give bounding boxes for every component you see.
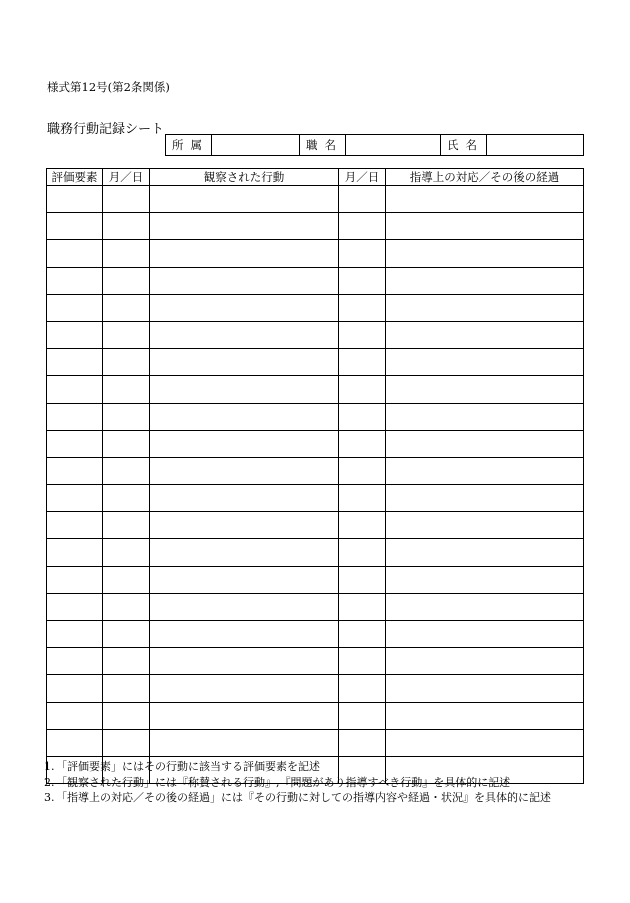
table-row <box>47 512 584 539</box>
date-cell[interactable] <box>103 621 150 648</box>
form-number: 様式第12号(第2条関係) <box>47 80 170 94</box>
guidance-response-cell[interactable] <box>386 267 584 294</box>
date-cell[interactable] <box>103 457 150 484</box>
behavior-record-table <box>46 168 584 784</box>
date-cell-2[interactable] <box>339 267 386 294</box>
observed-behavior-cell[interactable] <box>150 702 339 729</box>
table-row <box>47 621 584 648</box>
employee-info-table <box>165 134 584 156</box>
evaluation-element-cell[interactable] <box>47 485 103 512</box>
header-evaluation-element: 評価要素 <box>47 169 103 186</box>
table-row <box>47 403 584 430</box>
date-cell-2[interactable] <box>339 729 386 756</box>
guidance-response-cell[interactable] <box>386 539 584 566</box>
date-cell-2[interactable] <box>339 593 386 620</box>
table-row <box>47 485 584 512</box>
note-item <box>44 759 589 775</box>
guidance-response-cell[interactable] <box>386 593 584 620</box>
guidance-response-cell[interactable] <box>386 457 584 484</box>
evaluation-element-cell[interactable] <box>47 457 103 484</box>
evaluation-element-cell[interactable] <box>47 294 103 321</box>
evaluation-element-cell[interactable] <box>47 675 103 702</box>
guidance-response-cell[interactable] <box>386 403 584 430</box>
date-cell[interactable] <box>103 240 150 267</box>
date-cell-2[interactable] <box>339 186 386 213</box>
guidance-response-cell[interactable] <box>386 213 584 240</box>
observed-behavior-cell[interactable] <box>150 648 339 675</box>
guidance-response-cell[interactable] <box>386 294 584 321</box>
table-row <box>47 240 584 267</box>
observed-behavior-cell[interactable] <box>150 186 339 213</box>
date-cell-2[interactable] <box>339 485 386 512</box>
name-field[interactable] <box>487 135 584 156</box>
header-date-2: 月／日 <box>339 169 386 186</box>
evaluation-element-cell[interactable] <box>47 403 103 430</box>
observed-behavior-cell[interactable] <box>150 729 339 756</box>
guidance-response-cell[interactable] <box>386 349 584 376</box>
note-item <box>44 775 589 791</box>
evaluation-element-cell[interactable] <box>47 186 103 213</box>
header-guidance-response: 指導上の対応／その後の経過 <box>386 169 584 186</box>
observed-behavior-cell[interactable] <box>150 403 339 430</box>
table-row <box>47 213 584 240</box>
date-cell-2[interactable] <box>339 240 386 267</box>
evaluation-element-cell[interactable] <box>47 240 103 267</box>
date-cell[interactable] <box>103 485 150 512</box>
guidance-response-cell[interactable] <box>386 376 584 403</box>
observed-behavior-cell[interactable] <box>150 294 339 321</box>
table-row <box>47 566 584 593</box>
date-cell-2[interactable] <box>339 349 386 376</box>
date-cell[interactable] <box>103 566 150 593</box>
note-number: 1. <box>44 760 55 773</box>
guidance-response-cell[interactable] <box>386 430 584 457</box>
date-cell[interactable] <box>103 403 150 430</box>
date-cell-2[interactable] <box>339 213 386 240</box>
date-cell-2[interactable] <box>339 675 386 702</box>
table-row <box>47 376 584 403</box>
date-cell[interactable] <box>103 593 150 620</box>
table-row <box>47 349 584 376</box>
observed-behavior-cell[interactable] <box>150 213 339 240</box>
table-row <box>47 294 584 321</box>
table-row <box>47 648 584 675</box>
evaluation-element-cell[interactable] <box>47 648 103 675</box>
observed-behavior-cell[interactable] <box>150 267 339 294</box>
table-row <box>47 186 584 213</box>
evaluation-element-cell[interactable] <box>47 729 103 756</box>
guidance-response-cell[interactable] <box>386 729 584 756</box>
date-cell-2[interactable] <box>339 702 386 729</box>
date-cell[interactable] <box>103 539 150 566</box>
guidance-response-cell[interactable] <box>386 321 584 348</box>
observed-behavior-cell[interactable] <box>150 593 339 620</box>
notes <box>44 759 589 806</box>
note-number: 3. <box>44 791 55 804</box>
date-cell-2[interactable] <box>339 294 386 321</box>
observed-behavior-cell[interactable] <box>150 485 339 512</box>
evaluation-element-cell[interactable] <box>47 321 103 348</box>
date-cell[interactable] <box>103 648 150 675</box>
date-cell[interactable] <box>103 675 150 702</box>
note-text: 「観察された行動」には『称賛される行動』,『問題があり指導すべき行動』を具体的に記述 <box>56 775 511 789</box>
date-cell-2[interactable] <box>339 376 386 403</box>
guidance-response-cell[interactable] <box>386 240 584 267</box>
table-row <box>47 539 584 566</box>
date-cell[interactable] <box>103 213 150 240</box>
date-cell-2[interactable] <box>339 566 386 593</box>
observed-behavior-cell[interactable] <box>150 376 339 403</box>
position-label: 職名 <box>300 135 346 156</box>
observed-behavior-cell[interactable] <box>150 240 339 267</box>
header-observed-behavior: 観察された行動 <box>150 169 339 186</box>
table-row <box>47 675 584 702</box>
guidance-response-cell[interactable] <box>386 702 584 729</box>
evaluation-element-cell[interactable] <box>47 702 103 729</box>
header-date: 月／日 <box>103 169 150 186</box>
guidance-response-cell[interactable] <box>386 512 584 539</box>
position-field[interactable] <box>346 135 441 156</box>
evaluation-element-cell[interactable] <box>47 539 103 566</box>
observed-behavior-cell[interactable] <box>150 621 339 648</box>
table-row <box>47 321 584 348</box>
evaluation-element-cell[interactable] <box>47 376 103 403</box>
observed-behavior-cell[interactable] <box>150 566 339 593</box>
table-header-row <box>47 169 584 186</box>
evaluation-element-cell[interactable] <box>47 349 103 376</box>
note-text: 「指導上の対応／その後の経過」には『その行動に対しての指導内容や経過・状況』を具体的に記述 <box>56 791 551 804</box>
evaluation-element-cell[interactable] <box>47 621 103 648</box>
evaluation-element-cell[interactable] <box>47 267 103 294</box>
date-cell[interactable] <box>103 376 150 403</box>
note-number: 2. <box>44 775 55 789</box>
date-cell[interactable] <box>103 321 150 348</box>
note-item <box>44 790 589 806</box>
date-cell[interactable] <box>103 186 150 213</box>
observed-behavior-cell[interactable] <box>150 539 339 566</box>
date-cell[interactable] <box>103 729 150 756</box>
date-cell[interactable] <box>103 702 150 729</box>
date-cell-2[interactable] <box>339 512 386 539</box>
table-row <box>47 593 584 620</box>
date-cell[interactable] <box>103 349 150 376</box>
observed-behavior-cell[interactable] <box>150 512 339 539</box>
guidance-response-cell[interactable] <box>386 648 584 675</box>
date-cell-2[interactable] <box>339 403 386 430</box>
guidance-response-cell[interactable] <box>386 621 584 648</box>
observed-behavior-cell[interactable] <box>150 321 339 348</box>
date-cell-2[interactable] <box>339 321 386 348</box>
affiliation-field[interactable] <box>212 135 300 156</box>
note-text: 「評価要素」にはその行動に該当する評価要素を記述 <box>56 760 320 773</box>
guidance-response-cell[interactable] <box>386 566 584 593</box>
table-row <box>47 430 584 457</box>
observed-behavior-cell[interactable] <box>150 675 339 702</box>
date-cell-2[interactable] <box>339 430 386 457</box>
date-cell-2[interactable] <box>339 621 386 648</box>
date-cell[interactable] <box>103 267 150 294</box>
date-cell[interactable] <box>103 430 150 457</box>
table-body <box>47 186 584 784</box>
observed-behavior-cell[interactable] <box>150 430 339 457</box>
evaluation-element-cell[interactable] <box>47 512 103 539</box>
date-cell-2[interactable] <box>339 539 386 566</box>
evaluation-element-cell[interactable] <box>47 566 103 593</box>
table-row <box>47 457 584 484</box>
observed-behavior-cell[interactable] <box>150 457 339 484</box>
observed-behavior-cell[interactable] <box>150 349 339 376</box>
table-row <box>47 267 584 294</box>
name-label: 氏名 <box>441 135 487 156</box>
date-cell-2[interactable] <box>339 457 386 484</box>
table-row <box>47 702 584 729</box>
table-row <box>47 729 584 756</box>
document-title: 職務行動記録シート <box>47 122 165 137</box>
guidance-response-cell[interactable] <box>386 675 584 702</box>
evaluation-element-cell[interactable] <box>47 593 103 620</box>
date-cell[interactable] <box>103 512 150 539</box>
affiliation-label: 所属 <box>166 135 212 156</box>
date-cell[interactable] <box>103 294 150 321</box>
date-cell-2[interactable] <box>339 648 386 675</box>
evaluation-element-cell[interactable] <box>47 430 103 457</box>
evaluation-element-cell[interactable] <box>47 213 103 240</box>
guidance-response-cell[interactable] <box>386 485 584 512</box>
guidance-response-cell[interactable] <box>386 186 584 213</box>
